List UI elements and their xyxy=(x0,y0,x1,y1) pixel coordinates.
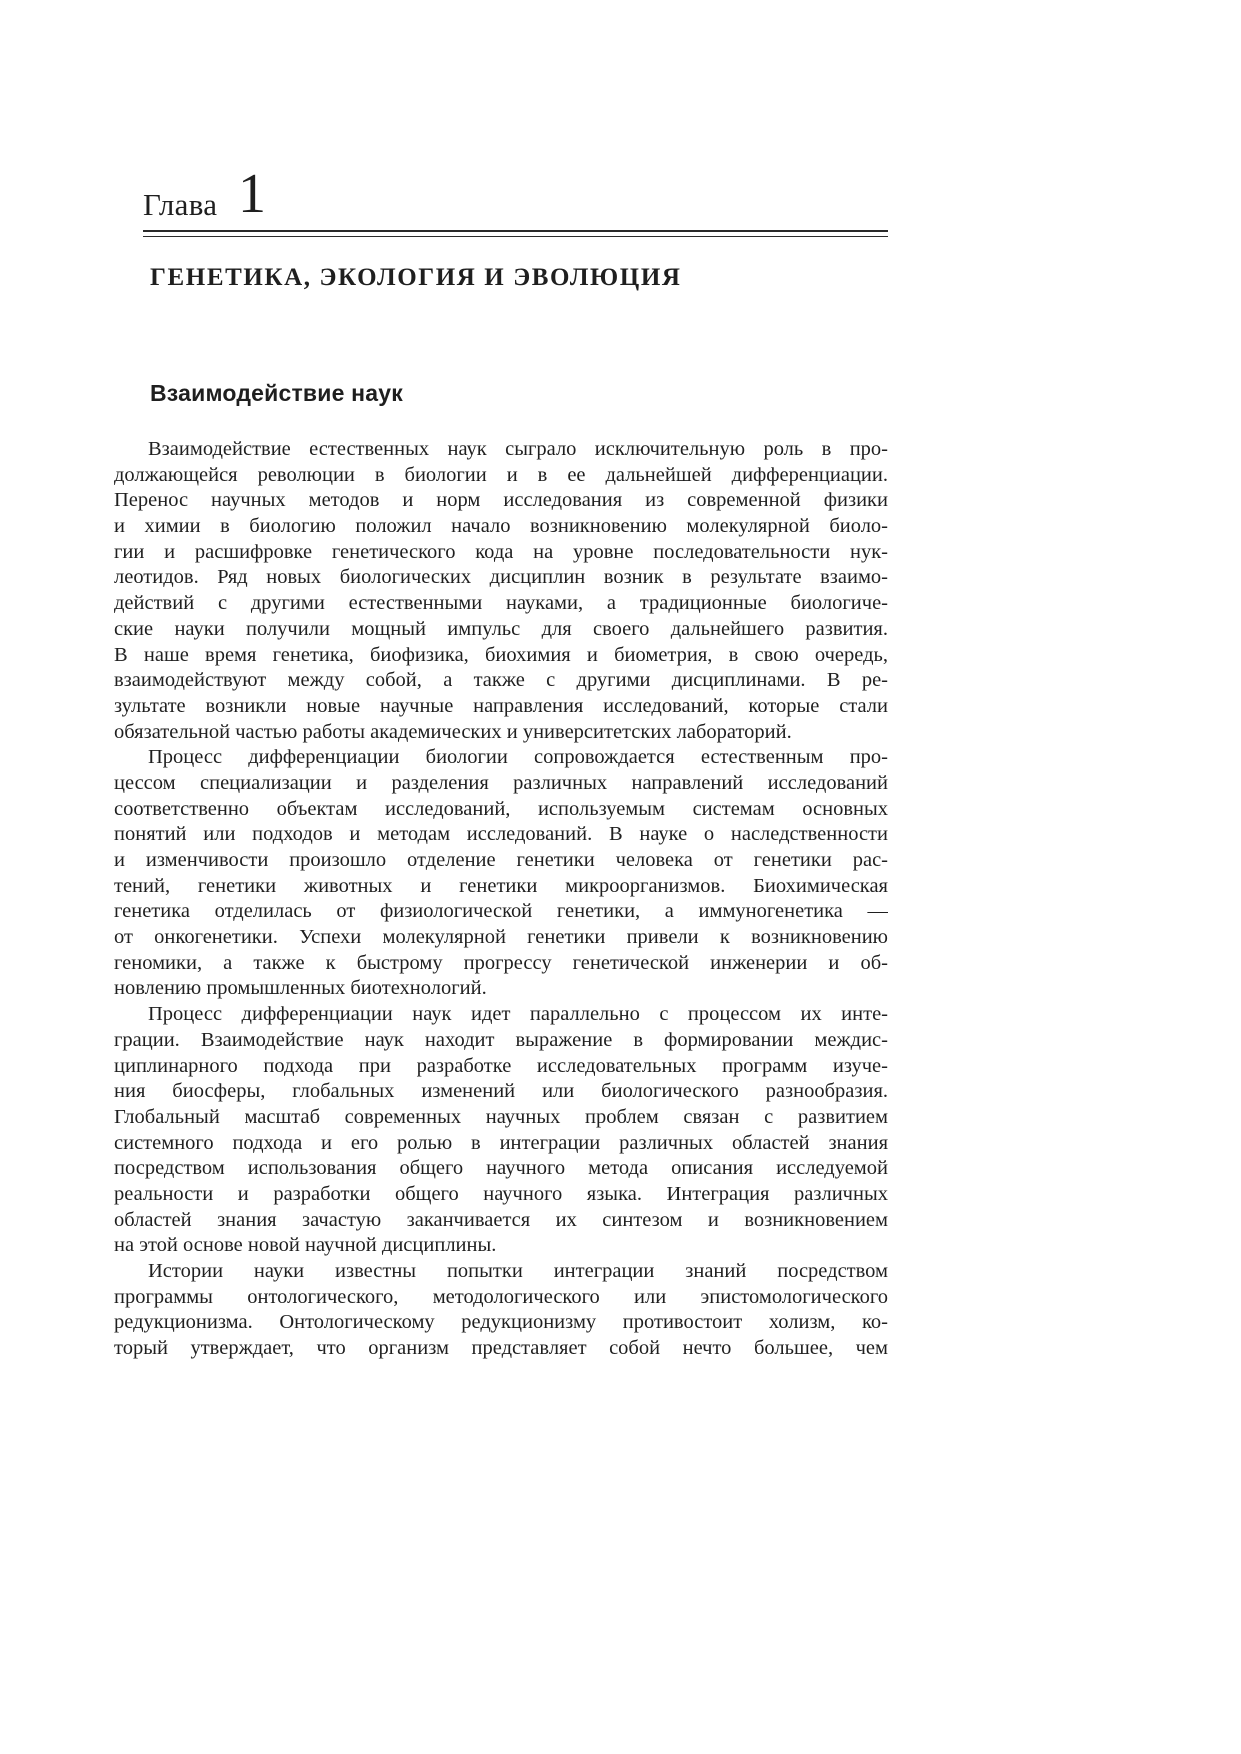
text-line: редукционизма. Онтологическому редукционизму противостоит холизм, ко- xyxy=(114,1311,888,1334)
text-line: генетика отделилась от физиологической генетики, а иммуногенетика — xyxy=(114,900,888,923)
paragraph xyxy=(114,1002,888,1259)
chapter-number: 1 xyxy=(238,163,266,225)
text-line: на этой основе новой научной дисциплины. xyxy=(114,1234,497,1257)
text-line: Истории науки известны попытки интеграции знаний посредством xyxy=(148,1260,888,1282)
text-line: Глобальный масштаб современных научных проблем связан с развитием xyxy=(114,1105,888,1128)
text-line: геномики, а также к быстрому прогрессу генетической инженерии и об- xyxy=(114,951,888,974)
text-line: и химии в биологию положил начало возникновению молекулярной биоло- xyxy=(114,515,888,538)
text-line: программы онтологического, методологического или эпистомологического xyxy=(114,1285,888,1308)
text-line: реальности и разработки общего научного языка. Интеграция различных xyxy=(114,1182,888,1205)
text-line: от онкогенетики. Успехи молекулярной генетики привели к возникновению xyxy=(114,926,888,949)
text-line: новлению промышленных биотехнологий. xyxy=(114,977,487,1000)
text-line: Процесс дифференциации наук идет параллельно с процессом их инте- xyxy=(148,1003,888,1026)
text-line: циплинарного подхода при разработке исследовательных программ изуче- xyxy=(114,1054,888,1077)
paragraph xyxy=(114,745,888,1002)
section-title: Взаимодействие наук xyxy=(150,380,403,406)
text-line: тений, генетики животных и генетики микроорганизмов. Биохимическая xyxy=(114,874,888,897)
text-line: и изменчивости произошло отделение генетики человека от генетики рас- xyxy=(114,849,888,871)
text-line: торый утверждает, что организм представляет собой нечто большее, чем xyxy=(114,1337,888,1360)
chapter-rule-thick xyxy=(143,230,888,232)
text-line: соответственно объектам исследований, используемым системам основных xyxy=(114,797,888,820)
chapter-heading xyxy=(143,163,888,230)
text-line: Взаимодействие естественных наук сыграло исключительную роль в про- xyxy=(148,438,888,460)
text-line: взаимодействуют между собой, а также с другими дисциплинами. В ре- xyxy=(114,669,888,692)
text-line: цессом специализации и разделения различных направлений исследований xyxy=(114,771,888,794)
paragraph xyxy=(114,1259,888,1362)
text-line: Процесс дифференциации биологии сопровождается естественным про- xyxy=(148,746,888,769)
text-line: В наше время генетика, биофизика, биохимия и биометрия, в свою очередь, xyxy=(114,643,888,666)
chapter-title: ГЕНЕТИКА, ЭКОЛОГИЯ И ЭВОЛЮЦИЯ xyxy=(150,264,682,291)
text-line: посредством использования общего научного метода описания исследуемой xyxy=(114,1157,888,1180)
text-line: действий с другими естественными науками, а традиционные биологиче- xyxy=(114,592,888,615)
paragraph xyxy=(114,437,888,745)
text-line: Перенос научных методов и норм исследования из современной физики xyxy=(114,489,888,512)
text-line: ния биосферы, глобальных изменений или биологического разнообразия. xyxy=(114,1080,888,1103)
text-line: ские науки получили мощный импульс для своего дальнейшего развития. xyxy=(114,617,888,640)
text-line: обязательной частью работы академических и университетских лабораторий. xyxy=(114,720,792,743)
chapter-label: Глава xyxy=(143,187,218,222)
text-line: должающейся революции в биологии и в ее дальнейшей дифференциации. xyxy=(114,463,888,486)
text-line: гии и расшифровке генетического кода на уровне последовательности нук- xyxy=(114,540,888,563)
text-line: зультате возникли новые научные направления исследований, которые стали xyxy=(114,694,888,717)
chapter-rule-thin xyxy=(143,236,888,237)
text-line: грации. Взаимодействие наук находит выражение в формировании междис- xyxy=(114,1028,888,1051)
text-line: леотидов. Ряд новых биологических дисциплин возник в результате взаимо- xyxy=(114,566,888,589)
text-line: областей знания зачастую заканчивается их синтезом и возникновением xyxy=(114,1208,888,1231)
text-line: понятий или подходов и методам исследований. В науке о наследственности xyxy=(114,823,888,846)
body-text xyxy=(114,437,888,1362)
text-line: системного подхода и его ролью в интеграции различных областей знания xyxy=(114,1131,888,1154)
